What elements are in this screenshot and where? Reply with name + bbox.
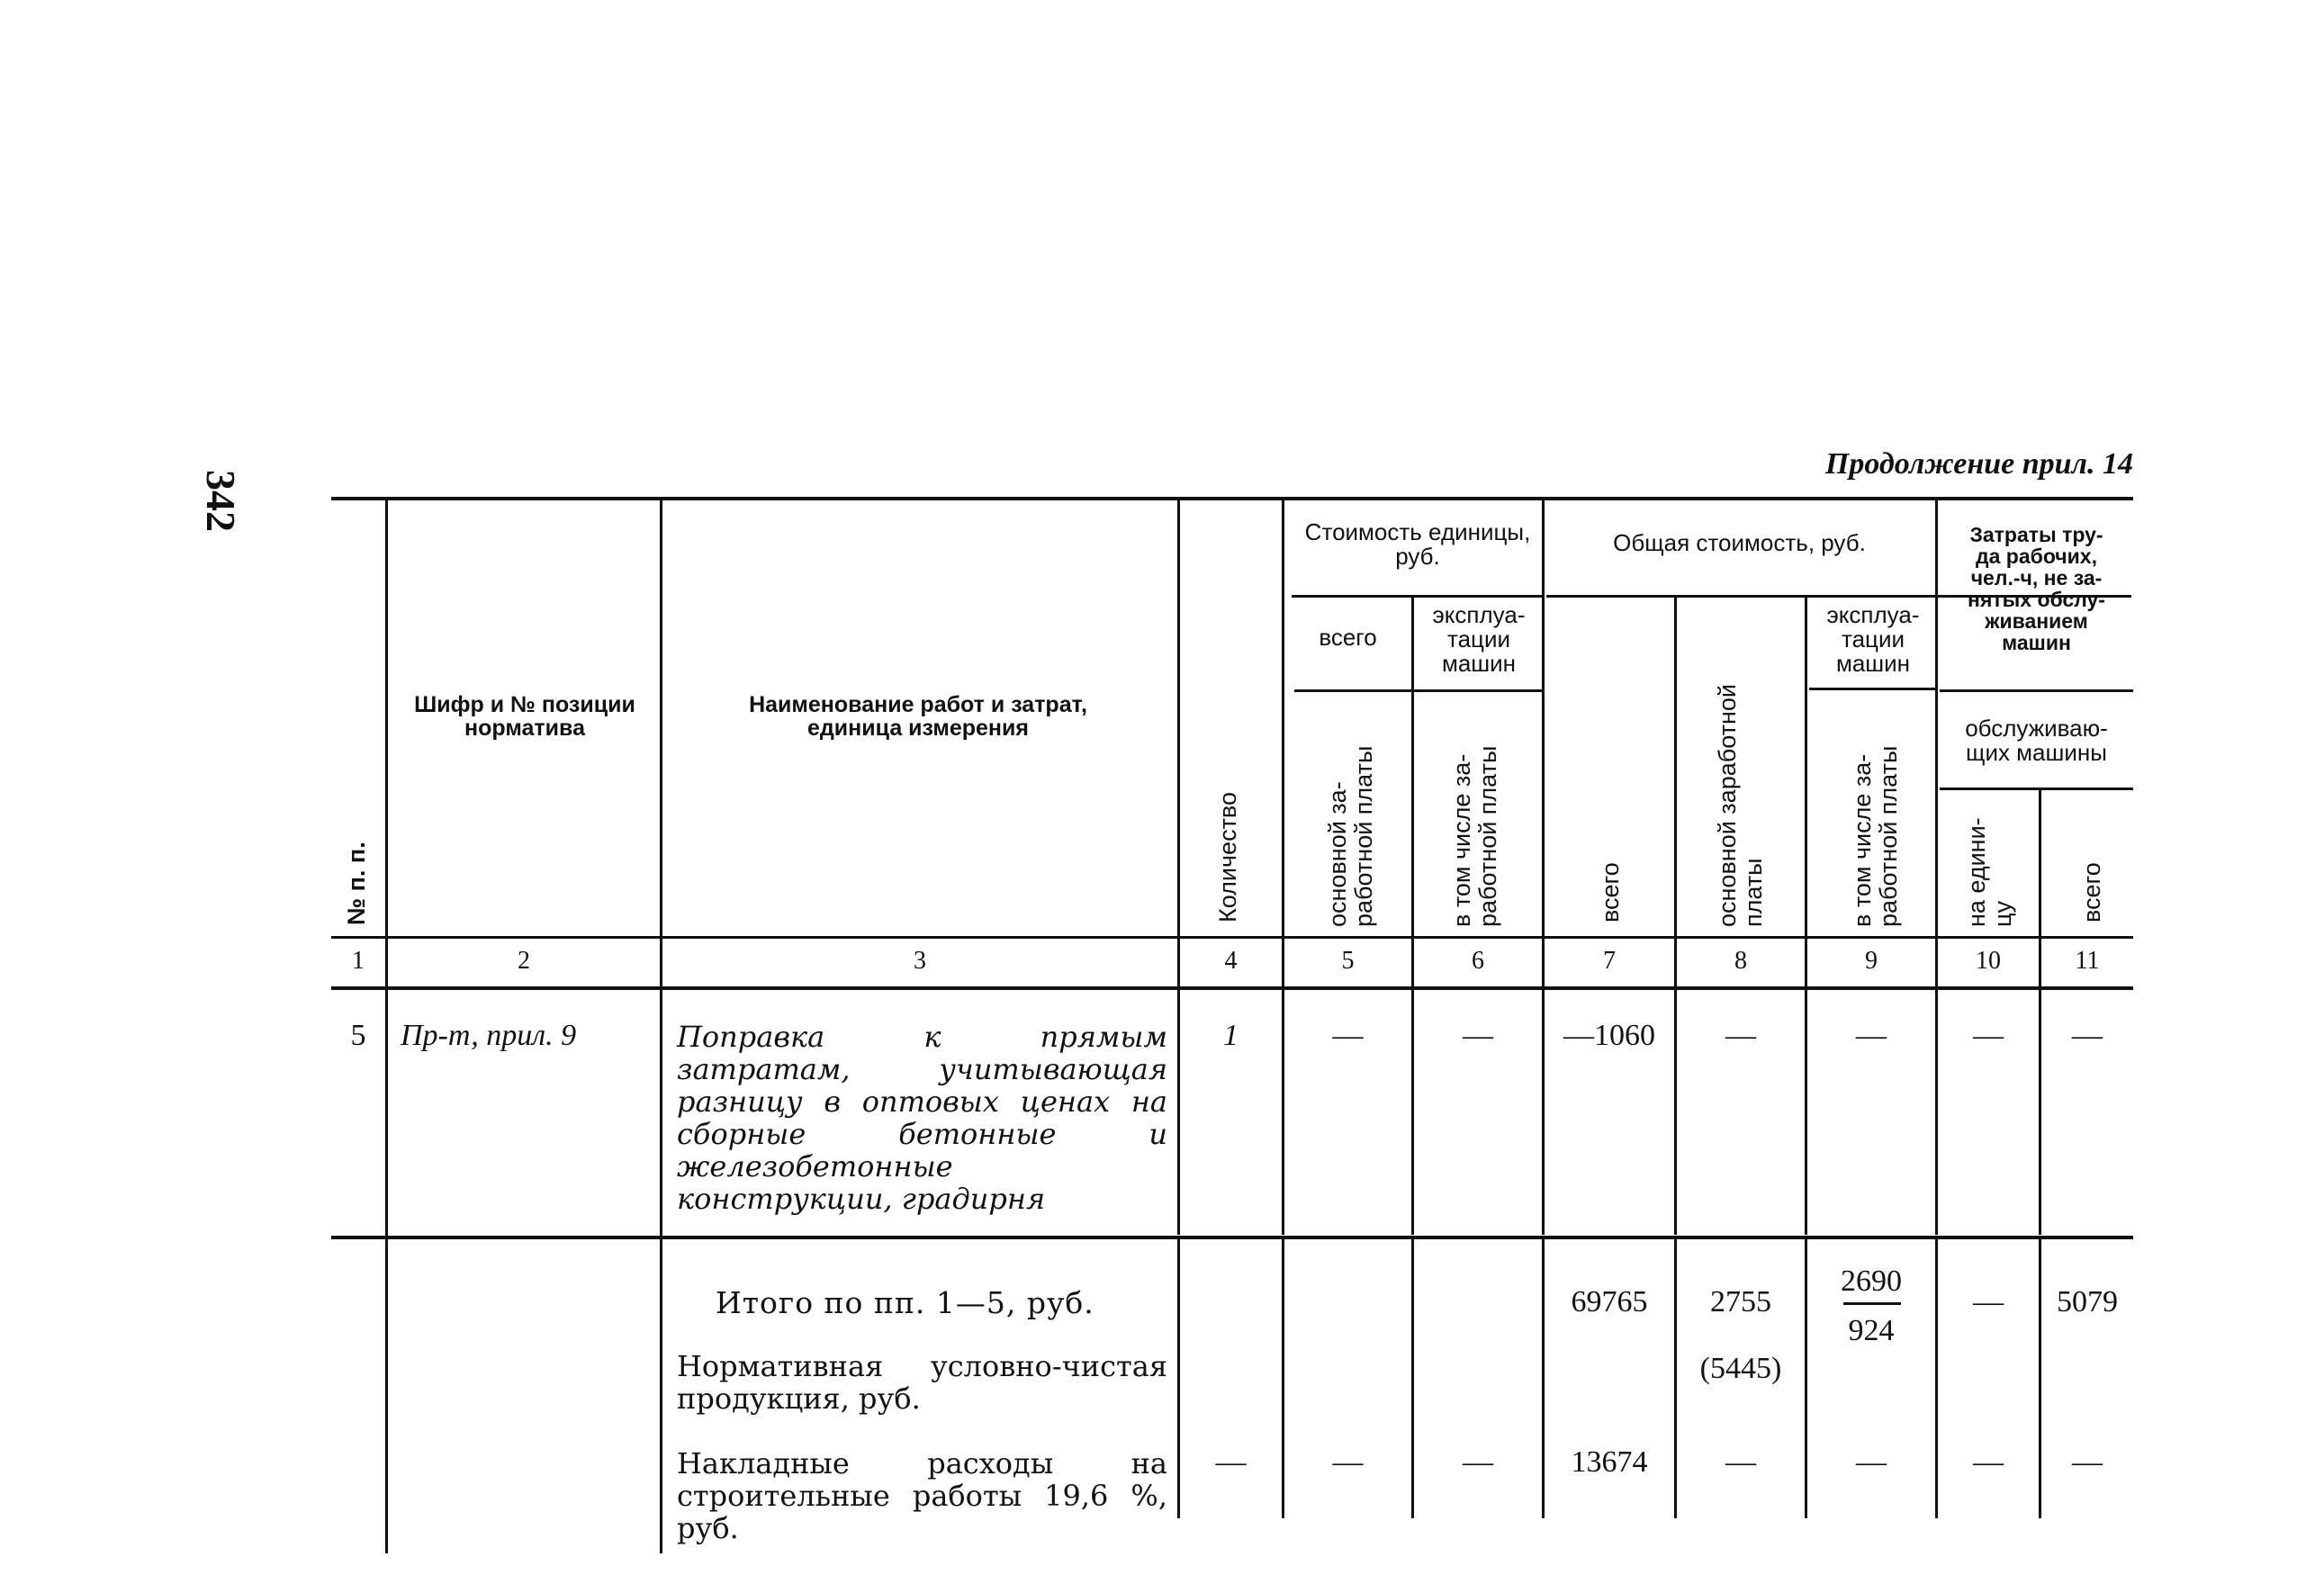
colnum-7: 7 bbox=[1603, 947, 1616, 975]
header-col11: всего bbox=[2078, 862, 2105, 922]
row5-c7: —1060 bbox=[1563, 1019, 1655, 1052]
row5-c10: — bbox=[1973, 1019, 2004, 1052]
header-total-cost-group: Общая стоимость, руб. bbox=[1613, 529, 1866, 556]
header-unit-total: всего bbox=[1319, 624, 1377, 651]
overhead-c5: — bbox=[1332, 1445, 1364, 1479]
overhead-c11: — bbox=[2072, 1445, 2103, 1479]
overhead-c6: — bbox=[1463, 1445, 1493, 1479]
overhead-label: Накладные расходы на строительные работы 19,6 %, руб. bbox=[677, 1446, 1167, 1545]
header-unit-cost-group: Стоимость единицы, руб. bbox=[1304, 518, 1531, 570]
totals-c10: — bbox=[1973, 1285, 2004, 1318]
totals-c8: 2755 bbox=[1710, 1285, 1771, 1318]
header-unit-machines: эксплуа- тации машин bbox=[1432, 601, 1526, 677]
row5-c6: — bbox=[1463, 1019, 1493, 1052]
colnum-6: 6 bbox=[1472, 947, 1484, 975]
nchp-label: Нормативная условно-чистая продукция, руб. bbox=[677, 1349, 1167, 1416]
row5-qty: 1 bbox=[1223, 1019, 1239, 1052]
overhead-c4: — bbox=[1215, 1445, 1247, 1479]
totals-c11: 5079 bbox=[2057, 1285, 2118, 1318]
row5-code: Пр-т, прил. 9 bbox=[401, 1019, 577, 1052]
nchp-value: (5445) bbox=[1699, 1352, 1782, 1385]
header-col4: Количество bbox=[1214, 792, 1241, 922]
overhead-c7: 13674 bbox=[1571, 1445, 1648, 1479]
header-col2: Шифр и № позиции норматива bbox=[414, 692, 635, 741]
continuation-label: Продолжение прил. 14 bbox=[1824, 447, 2133, 481]
header-col7: всего bbox=[1597, 862, 1624, 922]
colnum-3: 3 bbox=[914, 947, 926, 975]
header-total-machines: эксплуа- тации машин bbox=[1826, 601, 1920, 677]
colnum-5: 5 bbox=[1341, 947, 1355, 975]
row5-c8: — bbox=[1725, 1019, 1756, 1052]
totals-c7: 69765 bbox=[1571, 1285, 1648, 1318]
header-labor-servicing: обслуживаю- щих машины bbox=[1965, 715, 2108, 766]
totals-label: Итого по пп. 1—5, руб. bbox=[716, 1285, 1094, 1320]
header-col3: Наименование работ и затрат, единица измерения bbox=[749, 692, 1087, 741]
page-number: 342 bbox=[198, 470, 244, 532]
totals-c9-bottom: 924 bbox=[1848, 1314, 1895, 1347]
row5-no: 5 bbox=[350, 1019, 366, 1052]
row5-c9: — bbox=[1856, 1019, 1887, 1052]
overhead-c8: — bbox=[1725, 1445, 1756, 1479]
header-col9: в том числе за- работной платы bbox=[1849, 745, 1902, 927]
row5-description: Поправка к прямым затратам, учитывающая разницу в оптовых ценах на сборные бетонные и железобетонные конструкции, градирня bbox=[677, 1020, 1167, 1216]
header-labor-group: Затраты тру- да рабочих, чел.-ч, не за- нятых обслу- живанием машин bbox=[1968, 523, 2105, 654]
colnum-10: 10 bbox=[1976, 947, 2001, 975]
overhead-c10: — bbox=[1973, 1445, 2004, 1479]
colnum-9: 9 bbox=[1865, 947, 1878, 975]
header-col5: основной за- работной платы bbox=[1324, 745, 1377, 927]
colnum-2: 2 bbox=[518, 947, 530, 975]
colnum-11: 11 bbox=[2075, 947, 2100, 975]
colnum-1: 1 bbox=[352, 947, 365, 975]
colnum-4: 4 bbox=[1224, 947, 1238, 975]
header-col1: № п. п. bbox=[343, 842, 370, 925]
row5-c5: — bbox=[1332, 1019, 1364, 1052]
header-col10: на едини- цу bbox=[1963, 817, 2016, 927]
overhead-c9: — bbox=[1856, 1445, 1887, 1479]
header-col8: основной заработной платы bbox=[1714, 684, 1767, 927]
row5-c11: — bbox=[2072, 1019, 2103, 1052]
totals-c9-top: 2690 bbox=[1841, 1264, 1902, 1298]
header-col6: в том числе за- работной платы bbox=[1448, 745, 1501, 927]
colnum-8: 8 bbox=[1734, 947, 1747, 975]
